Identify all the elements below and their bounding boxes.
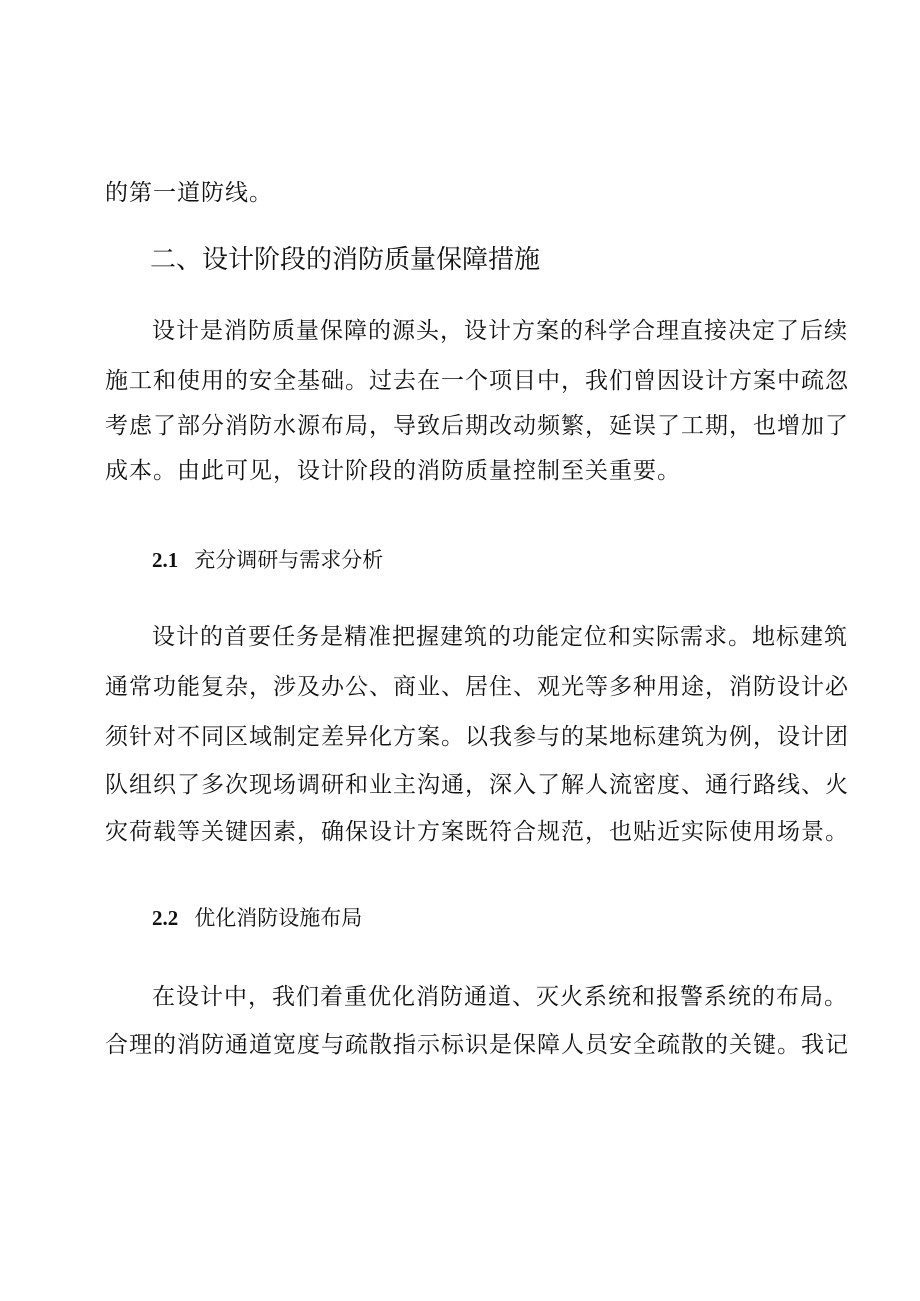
subsection-number: 2.2 xyxy=(152,906,179,930)
paragraph-line: 设计的首要任务是精准把握建筑的功能定位和实际需求。地标建筑 xyxy=(152,624,848,650)
paragraph-line: 考虑了部分消防水源布局，导致后期改动频繁，延误了工期，也增加了 xyxy=(105,413,849,439)
subsection-title: 优化消防设施布局 xyxy=(194,906,363,930)
paragraph-line: 通常功能复杂，涉及办公、商业、居住、观光等多种用途，消防设计必 xyxy=(105,674,849,700)
intro-text-line: 的第一道防线。 xyxy=(105,180,273,206)
paragraph-line: 合理的消防通道宽度与疏散指示标识是保障人员安全疏散的关键。我记 xyxy=(105,1032,849,1058)
paragraph-line: 灾荷载等关键因素，确保设计方案既符合规范，也贴近实际使用场景。 xyxy=(105,819,849,845)
paragraph-line: 在设计中，我们着重优化消防通道、灭火系统和报警系统的布局。 xyxy=(152,984,848,1010)
subsection-title: 充分调研与需求分析 xyxy=(194,548,384,572)
paragraph-line: 设计是消防质量保障的源头，设计方案的科学合理直接决定了后续 xyxy=(152,318,848,344)
paragraph-line: 施工和使用的安全基础。过去在一个项目中，我们曾因设计方案中疏忽 xyxy=(105,368,849,394)
section-heading: 二、设计阶段的消防质量保障措施 xyxy=(150,245,541,275)
paragraph-line: 成本。由此可见，设计阶段的消防质量控制至关重要。 xyxy=(105,458,681,484)
subsection-heading-2-1 xyxy=(152,546,383,574)
subsection-number: 2.1 xyxy=(152,548,179,572)
paragraph-line: 须针对不同区域制定差异化方案。以我参与的某地标建筑为例，设计团 xyxy=(105,724,849,750)
paragraph-line: 队组织了多次现场调研和业主沟通，深入了解人流密度、通行路线、火 xyxy=(105,772,849,798)
subsection-heading-2-2 xyxy=(152,904,362,932)
